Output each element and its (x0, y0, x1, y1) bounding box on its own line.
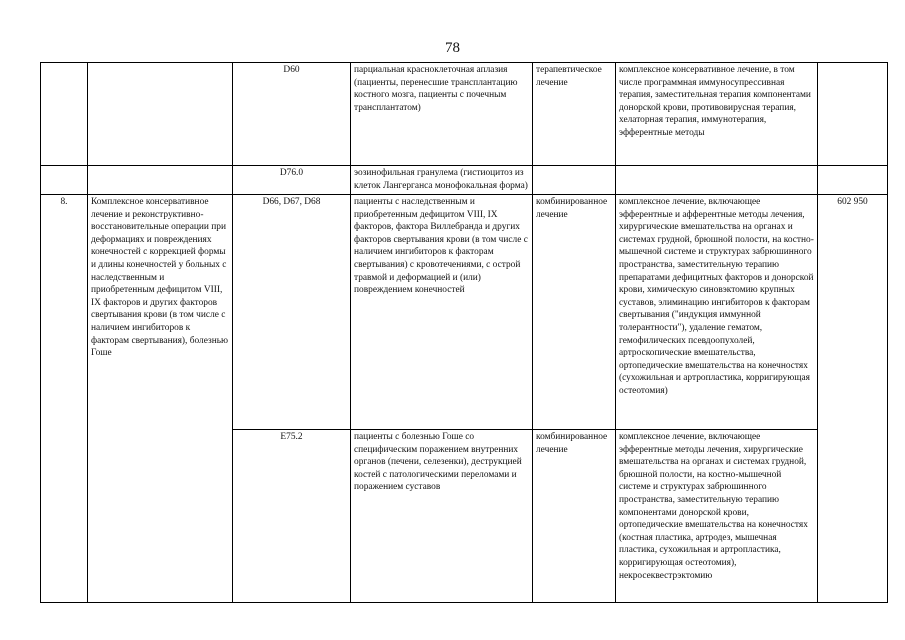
treatment-type-cell: комбинированное лечение (533, 430, 616, 603)
cost-cell: 602 950 (818, 195, 888, 603)
patient-model-cell: парциальная красноклеточная аплазия (пациенты, перенесшие трансплантацию костного мозга, пациенты с почечным трансплантатом) (351, 63, 533, 166)
icd-code-cell: D60 (233, 63, 351, 166)
treatment-table (40, 62, 888, 603)
cost-cell (818, 63, 888, 166)
treatment-type-cell: комбинированное лечение (533, 195, 616, 430)
treatment-name-cell (88, 166, 233, 195)
treatment-type-cell: терапевтическое лечение (533, 63, 616, 166)
icd-code-cell: D66, D67, D68 (233, 195, 351, 430)
patient-model-cell: эозинофильная гранулема (гистиоцитоз из клеток Лангерганса монофокальная форма) (351, 166, 533, 195)
cost-cell (818, 166, 888, 195)
treatment-method-cell: комплексное консервативное лечение, в том числе программная иммуносупрессивная терапия, заместительная терапия компонентами донорской крови, противовирусная терапия, хелаторная терапия, иммунотерапия, эфферентные методы (616, 63, 818, 166)
treatment-method-cell: комплексное лечение, включающее эфферентные методы лечения, хирургические вмешательства на органах и системах грудной, брюшной полости, на костно-мышечной системе и структурах забрюшинного пространства, заместительную терапию компонентами донорской крови, ортопедические вмешательства на конечностях (костная пластика, артродез, мышечная пластика, сухожильная и артропластика, корригирующая остеотомия), некросеквестрэктомию (616, 430, 818, 603)
icd-code-cell: D76.0 (233, 166, 351, 195)
page-number: 78 (445, 40, 460, 56)
treatment-name-cell (88, 63, 233, 166)
row-number-cell (41, 166, 88, 195)
table-row (41, 166, 888, 195)
treatment-method-cell: комплексное лечение, включающее эфферентные и афферентные методы лечения, хирургические вмешательства на органах и системах грудной, брюшной полости, на костно-мышечной системе и структурах забрюшинного пространства, заместительную терапию препаратами дефицитных факторов и донорской крови, химическую синовэктомию крупных суставов, элиминацию ингибиторов к факторам свертывания ("индукция иммунной толерантности"), удаление гематом, гемофилических псевдоопухолей, артроскопические вмешательства, ортопедические вмешательства на конечностях (сухожильная и артропластика, корригирующая остеотомия) (616, 195, 818, 430)
treatment-name-cell: Комплексное консервативное лечение и реконструктивно-восстановительные операции при деформациях и повреждениях конечностей с коррекцией формы и длины конечностей у больных с наследственным и приобретенным дефицитом VIII, IX факторов и других факторов свертывания крови (в том числе с наличием ингибиторов к факторам свертывания), болезнью Гоше (88, 195, 233, 603)
treatment-method-cell (616, 166, 818, 195)
table-row (41, 63, 888, 166)
treatment-type-cell (533, 166, 616, 195)
row-number-cell: 8. (41, 195, 88, 603)
patient-model-cell: пациенты с болезнью Гоше со специфическим поражением внутренних органов (печени, селезенки), деструкцией костей с патологическими переломами и поражением суставов (351, 430, 533, 603)
table-row (41, 195, 888, 430)
row-number-cell (41, 63, 88, 166)
icd-code-cell: E75.2 (233, 430, 351, 603)
patient-model-cell: пациенты с наследственным и приобретенным дефицитом VIII, IX факторов, фактора Виллебранда и других факторов свертывания крови (в том числе с наличием ингибиторов к факторам свертывания) с кровотечениями, с острой травмой и деформацией и (или) повреждением конечностей (351, 195, 533, 430)
